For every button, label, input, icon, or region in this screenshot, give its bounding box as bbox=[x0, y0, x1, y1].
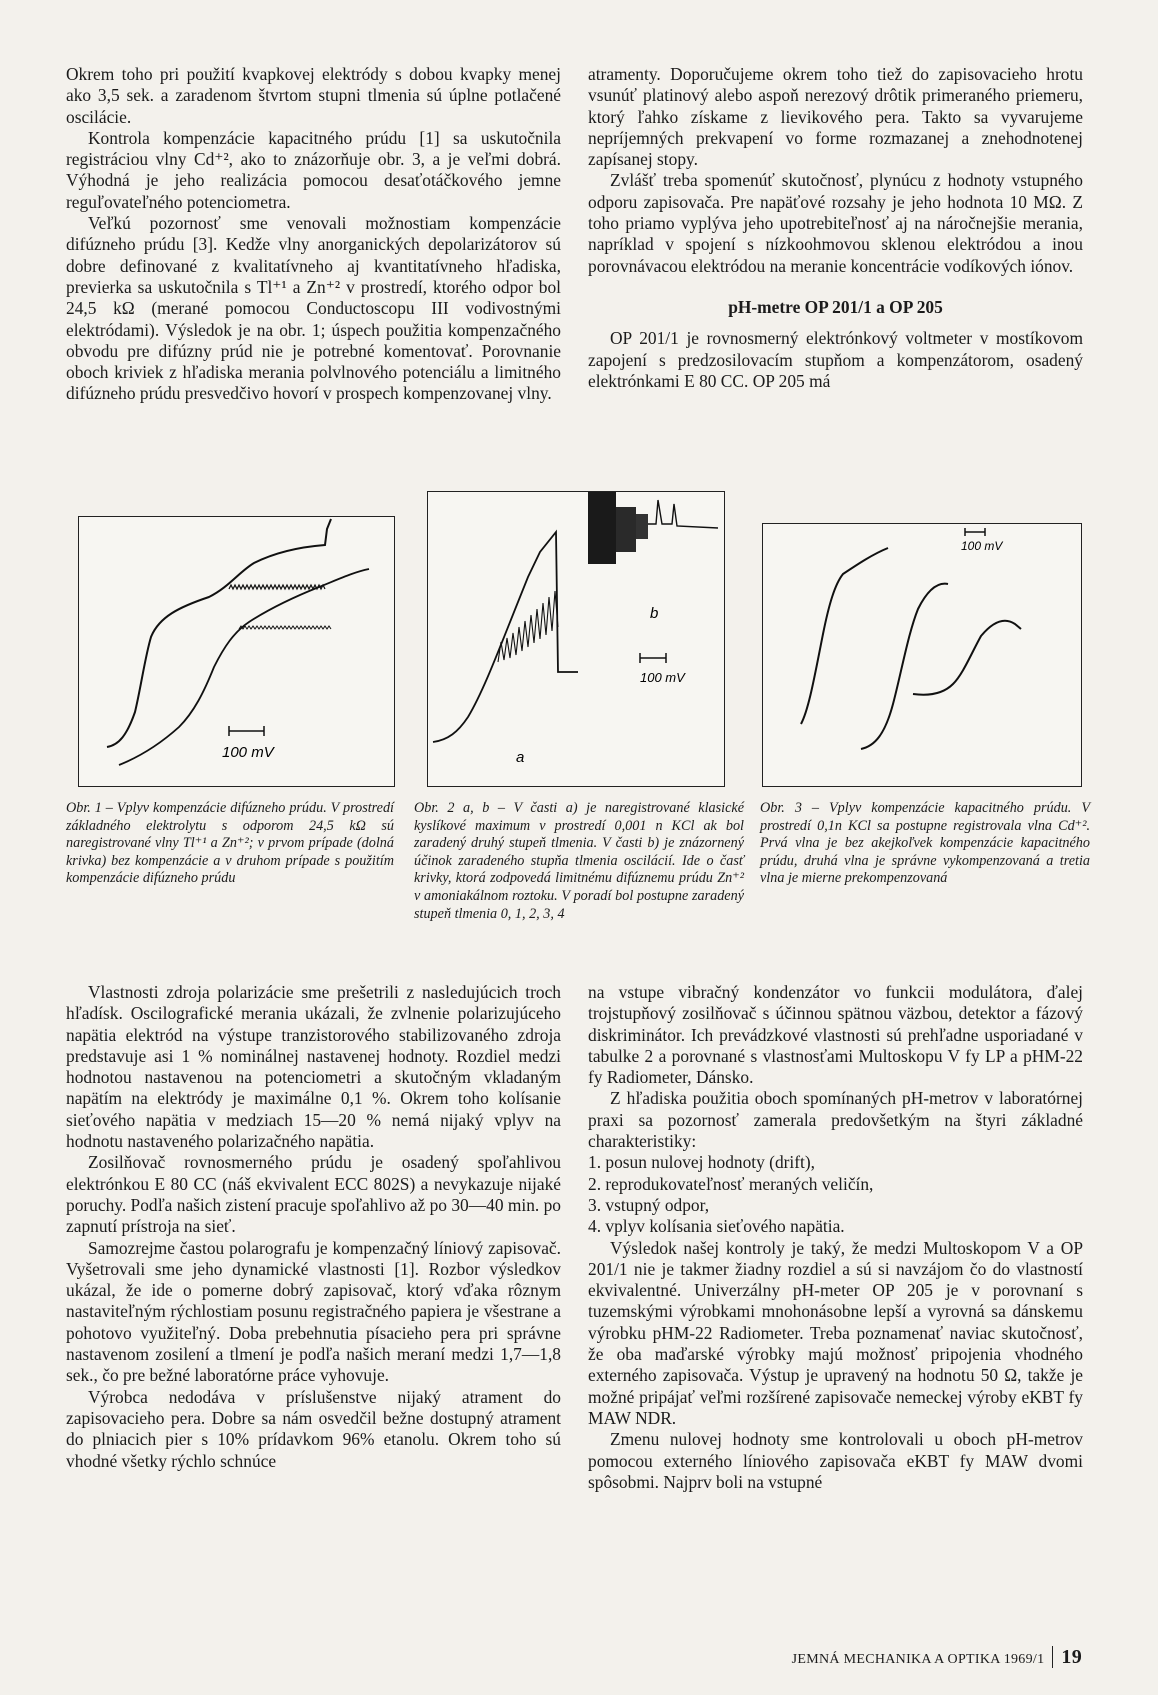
figure-3-polarogram bbox=[762, 523, 1082, 787]
paragraph: atramenty. Doporučujeme okrem toho tiež do zapisovacieho hrotu vsunúť platinový alebo aspoň nerezový drôtik primeraného priemeru, ktorý ľahko získame z lievikového pera. Takto sa vyvarujeme nepríjemných prekvapení vo forme rozmazanej a znehodnotenej zapísanej stopy. bbox=[588, 64, 1083, 170]
list-item: 2. reprodukovateľnosť meraných veličín, bbox=[588, 1173, 874, 1194]
paragraph: Samozrejme častou polarografu je kompenzačný líniový zapisovač. Vyšetrovali sme jeho dynamické vlastnosti [1]. Rozbor výsledkov ukázal, že ide o pomerne dobrý zapisovač, ktorý vďaka rôznym nastaviteľným rýchlostiam posunu registračného papiera je všestrane a pohotovo využiteľný. Doba prebehnutia písacieho pera pri správne nastavenom zosilení a tlmení je podľa našich meraní medzi 1,7—1,8 sek., čo pre bežné laboratórne práce vyhovuje. bbox=[66, 1237, 561, 1386]
paragraph: Veľkú pozornosť sme venovali možnostiam kompenzácie difúzneho prúdu [3]. Kedže vlny anorganických depolarizátorov sú dobre definované z kvalitatívneho aj kvantitatívneho hľadiska, previerka sa uskutočnila s Tl⁺¹ a Zn⁺² v prostredí, ktorého odpor bol 24,5 kΩ (merané pomocou Conductoscopu III vodivostnými elektródami). Výsledok je na obr. 1; úspech použitia kompenzačného obvodu pre difúzny prúd nie je potrebné komentovať. Porovnanie oboch kriviek z hľadiska merania polvlnového potenciálu a limitného difúzneho prúdu presvedčivo hovorí v prospech kompenzovanej vlny. bbox=[66, 213, 561, 404]
paragraph: Z hľadiska použitia oboch spomínaných pH-metrov v laboratórnej praxi sa pozornosť zamerala predovšetkým na štyri základné charakteristiky: bbox=[588, 1088, 1083, 1152]
wave-2-compensated bbox=[861, 584, 948, 749]
paragraph: na vstupe vibračný kondenzátor vo funkcii modulátora, ďalej trojstupňový zosilňovač s účinnou spätnou väzbou, detektor a fázový diskriminátor. Ich prevádzkové vlastnosti sú prehľadne usporiadané v tabulke 2 a porovnané s vlastnosťami Multoskopu V fy LP a pHM-22 fy Radiometer, Dánsko. bbox=[588, 982, 1083, 1088]
section-heading: pH-metre OP 201/1 a OP 205 bbox=[728, 296, 943, 317]
damping-3-4-trace bbox=[648, 500, 718, 528]
scale-bar bbox=[229, 726, 264, 736]
text-column-bottom-left bbox=[66, 982, 561, 1472]
damping-2-band bbox=[636, 514, 648, 539]
text-column-top-right bbox=[588, 64, 1083, 392]
paragraph: Okrem toho pri použití kvapkovej elektródy s dobou kvapky menej ako 3,5 sek. a zaradenom štvrtom stupni tlmenia sú úplne potlačené oscilácie. bbox=[66, 64, 561, 127]
part-label-b: b bbox=[650, 605, 659, 622]
text-column-bottom-right bbox=[588, 982, 1083, 1493]
figure-3-plot bbox=[763, 524, 1081, 786]
figure-1-plot bbox=[79, 517, 394, 786]
paragraph: OP 201/1 je rovnosmerný elektrónkový voltmeter v mostíkovom zapojení s predzosilovacím stupňom a kompenzátorom, osadený elektrónkami E 80 CC. OP 205 má bbox=[588, 328, 1083, 391]
oxygen-oscillation bbox=[498, 591, 558, 662]
scale-label: 100 mV bbox=[961, 539, 1003, 553]
figure-1-polarogram bbox=[78, 516, 395, 787]
uncompensated-wave-curve bbox=[119, 569, 369, 765]
paragraph: Zvlášť treba spomenúť skutočnosť, plynúcu z hodnoty vstupného odporu zapisovača. Pre napäťové rozsahy je jeho hodnota 10 MΩ. Z toho priamo vyplýva jeho upotrebiteľnosť aj na náročnejšie merania, napríklad v spojení s nízkoohmovou sklenou elektródou a inou porovnávacou elektródou na meranie koncentrácie vodíkových iónov. bbox=[588, 170, 1083, 276]
oxygen-maximum-curve bbox=[433, 532, 578, 742]
compensated-wave-oscillation bbox=[229, 585, 325, 589]
paragraph: Kontrola kompenzácie kapacitného prúdu [1] sa uskutočnila registráciou vlny Cd⁺², ako to znázorňuje obr. 3, a je veľmi dobrá. Výhodná je jeho realizácia pomocou desaťotáčkového jemne reguľovateľného potenciometra. bbox=[66, 127, 561, 212]
list-item: 4. vplyv kolísania sieťového napätia. bbox=[588, 1216, 845, 1237]
scale-label: 100 mV bbox=[640, 670, 685, 685]
text-column-top-left bbox=[66, 64, 561, 405]
figure-2-polarogram bbox=[427, 491, 725, 787]
figure-1-caption: Obr. 1 – Vplyv kompenzácie difúzneho prúdu. V prostredí základného elektrolytu s odporom 24,5 kΩ sú naregistrované vlny Tl⁺¹ a Zn⁺²; v prvom prípade (dolná krivka) bez kompenzácie a v druhom prípade s použitím kompenzácie difúzneho prúdu bbox=[66, 800, 394, 887]
damping-0-band bbox=[588, 492, 616, 564]
compensated-wave-curve bbox=[107, 519, 331, 747]
paragraph: Výsledok našej kontroly je taký, že medzi Multoskopom V a OP 201/1 nie je takmer žiadny rozdiel a sú si navzájom čo do vlastností ekvivalentné. Univerzálny pH-meter OP 205 je v porovnaní s tuzemskými výrobkami mnohonásobne lepší a vyrovná sa dánskemu výrobku pHM-22 Radiometer. Treba poznamenať naviac skutočnosť, že oba maďarské výrobky majú možnosť pripojenia vhodného externého zapisovača. Výstup je upravený na hodnotu 50 Ω, takže je možné pripájať veľmi rozšírené zapisovače nemeckej výroby eKBT fy MAW NDR. bbox=[588, 1237, 1083, 1428]
scale-label: 100 mV bbox=[222, 744, 274, 761]
list-item: 3. vstupný odpor, bbox=[588, 1194, 710, 1215]
paragraph: Zmenu nulovej hodnoty sme kontrolovali u oboch pH-metrov pomocou externého líniového zapisovača eKBT fy MAW dvomi spôsobmi. Najprv boli na vstupné bbox=[588, 1429, 1083, 1492]
page-number: 19 bbox=[1052, 1646, 1082, 1668]
paragraph: Výrobca nedodáva v príslušenstve nijaký atrament do zapisovacieho pera. Dobre sa nám osvedčil bežne dostupný atrament do plniacich pier s 10% prídavkom 96% etanolu. Okrem toho sú vhodné všetky rýchlo schnúce bbox=[66, 1386, 561, 1471]
part-label-a: a bbox=[516, 749, 525, 766]
scale-bar bbox=[965, 528, 985, 536]
uncompensated-wave-oscillation bbox=[239, 626, 331, 629]
paragraph: Vlastnosti zdroja polarizácie sme prešetrili z nasledujúcich troch hľadísk. Oscilografické merania ukázali, že zvlnenie polarizujúceho napätia elektród na výstupe tranzistorového stabilizovaného zdroja predstavuje asi 1 % nominálnej nastavenej hodnoty. Rozdiel medzi hodnotou nastavenou na potenciometri a skutočným vkladaným napätím na elektródy je maximálne 0,1 %. Okrem toho kolísanie sieťového napätia v medziach 15—20 % nemá nijaký vplyv na hodnotu nastaveného polarizačného napätia. bbox=[66, 982, 561, 1152]
wave-3-overcompensated bbox=[913, 621, 1021, 695]
list-item: 1. posun nulovej hodnoty (drift), bbox=[588, 1152, 816, 1173]
page-footer bbox=[792, 1646, 1082, 1669]
characteristics-list bbox=[588, 1152, 1083, 1237]
figure-2-caption: Obr. 2 a, b – V časti a) je naregistrované klasické kyslíkové maximum v prostredí 0,001 n KCl ak bol zaradený druhý stupeň tlmenia. V časti b) je znázornený účinok zaradeného stupňa tlmenia oscilácií. Ide o časť krivky, ktorá zodpovedá limitnému difúznemu prúdu Zn⁺² v amoniakálnom roztoku. V poradí bol postupne zaradený stupeň tlmenia 0, 1, 2, 3, 4 bbox=[414, 800, 744, 922]
scale-bar bbox=[640, 653, 666, 663]
figure-2-plot bbox=[428, 492, 724, 786]
paragraph: Zosilňovač rovnosmerného prúdu je osadený spoľahlivou elektrónkou E 80 CC (náš ekvivalent ECC 802S) a nevykazuje nijaké poruchy. Podľa našich zistení pracuje spoľahlivo až po 30—40 min. po zapnutí prístroja na sieť. bbox=[66, 1152, 562, 1237]
damping-1-band bbox=[616, 507, 636, 552]
journal-name: JEMNÁ MECHANIKA A OPTIKA 1969/1 bbox=[791, 1652, 1045, 1667]
wave-1-uncompensated bbox=[801, 548, 888, 724]
figure-3-caption: Obr. 3 – Vplyv kompenzácie kapacitného prúdu. V prostredí 0,1n KCl sa postupne registrovala vlna Cd⁺². Prvá vlna je bez akejkoľvek kompenzácie kapacitného prúdu, druhá vlna je správne vykompenzovaná a tretia vlna je mierne prekompenzovaná bbox=[760, 800, 1090, 887]
